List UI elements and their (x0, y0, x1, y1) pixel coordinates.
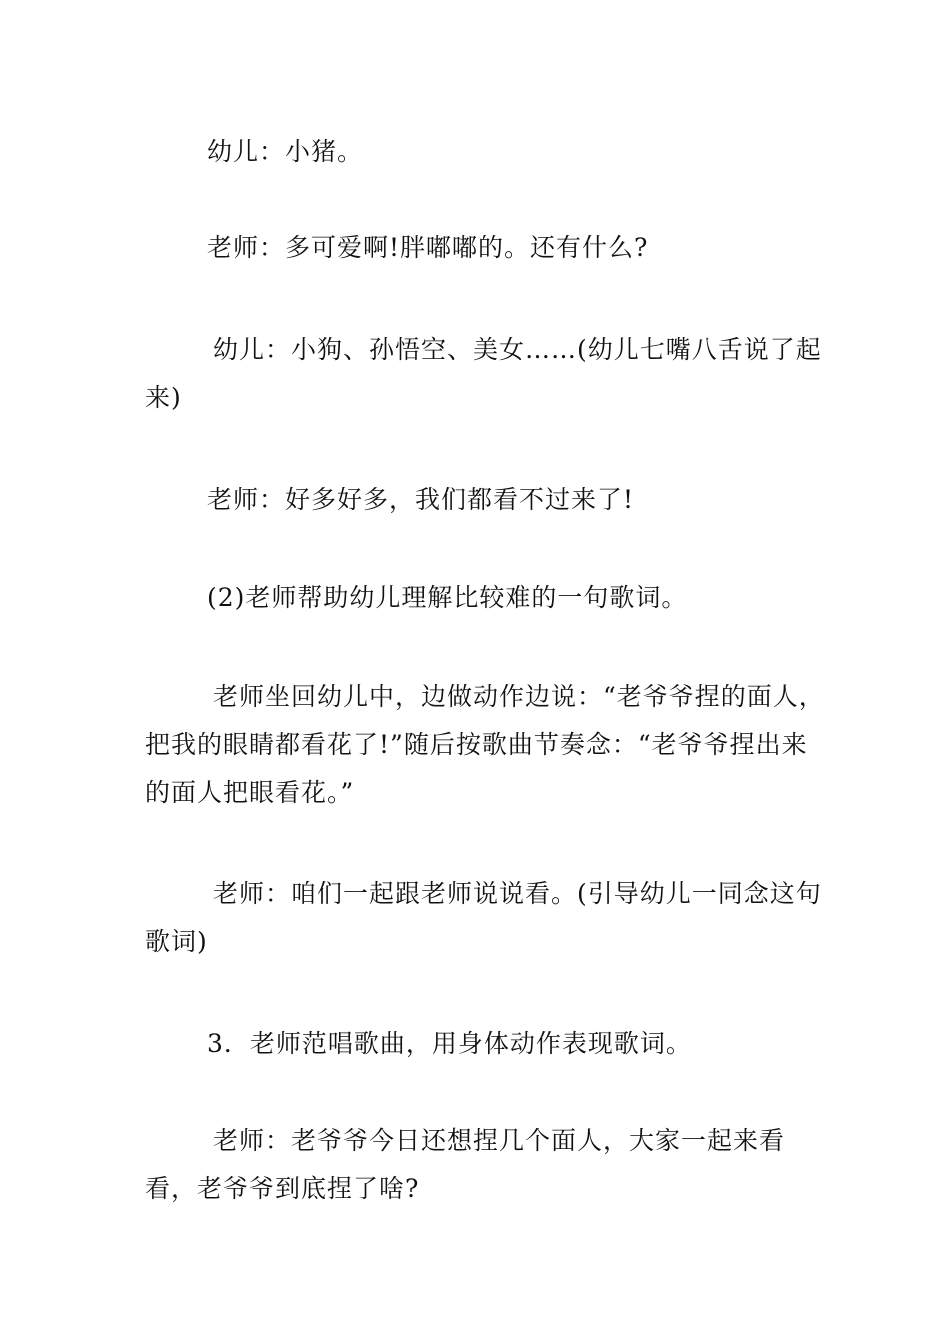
paragraph-7: 老师：咱们一起跟老师说说看。(引导幼儿一同念这句歌词) (145, 879, 822, 956)
paragraph-5: (2)老师帮助幼儿理解比较难的一句歌词。 (207, 583, 688, 612)
paragraph-8: 3．老师范唱歌曲，用身体动作表现歌词。 (207, 1029, 692, 1058)
paragraph-4: 老师：好多好多，我们都看不过来了! (207, 485, 635, 514)
paragraph-2: 老师：多可爱啊!胖嘟嘟的。还有什么? (207, 233, 649, 262)
paragraph-9: 老师：老爷爷今日还想捏几个面人，大家一起来看看，老爷爷到底捏了啥? (145, 1126, 786, 1203)
paragraph-3: 幼儿：小狗、孙悟空、美女……(幼儿七嘴八舌说了起来) (145, 335, 822, 412)
paragraph-6: 老师坐回幼儿中，边做动作边说：“老爷爷捏的面人，把我的眼睛都看花了!”随后按歌曲节奏念：“老爷爷捏出来的面人把眼看花。” (145, 682, 825, 807)
paragraph-1: 幼儿：小猪。 (207, 137, 364, 166)
